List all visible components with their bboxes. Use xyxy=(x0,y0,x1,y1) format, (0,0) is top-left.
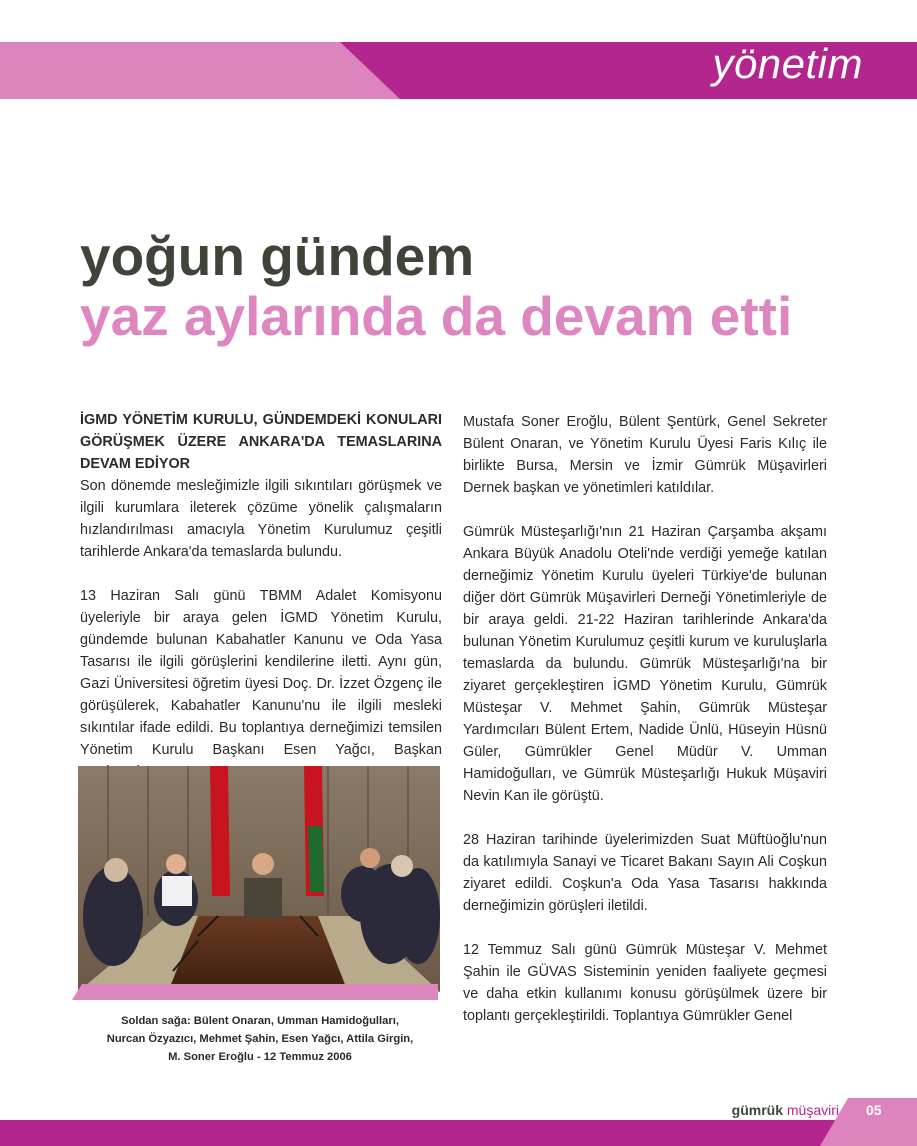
right-paragraph-2: Gümrük Müsteşarlığı'nın 21 Haziran Çarşamba akşamı Ankara Büyük Anadolu Oteli'nde verdiği yemeğe katılan derneğimiz Yönetim Kurulu üyeleri Türkiye'de bulunan diğer dört Gümrük Müşavirleri Derneği Yönetimleriyle de bir araya geldi. 21-22 Haziran tarihlerinde Ankara'da bulunan Yönetim Kurulumuz çeşitli kurum ve kuruluşlarla temaslarda da bulundu. Gümrük Müsteşarlığı'na bir ziyaret gerçekleştiren İGMD Yönetim Kurulu, Gümrük Müsteşar V. Mehmet Şahin, Gümrük Müsteşar Yardımcıları Bülent Ertem, Nadide Ünlü, Hüseyin Hüsnü Güler, Gümrükler Genel Müdür V. Umman Hamidoğulları, ve Gümrük Müsteşarlığı Hukuk Müşaviri Nevin Kan ile görüştü. xyxy=(463,524,827,804)
footer-band xyxy=(0,1120,917,1146)
paragraph-2: 13 Haziran Salı günü TBMM Adalet Komisyonu üyeleriyle bir araya gelen İGMD Yönetim Kurulu, gündemde bulunan Kabahatler Kanunu ve Oda Yasa Tasarısı ile ilgili görüşlerini kendilerine iletti. Aynı gün, Gazi Üniversitesi öğretim üyesi Doç. Dr. İzzet Özgenç ile görüşülerek, Kabahatler Kanunu'nu ile ilgili mesleki sıkıntılar ifade edildi. Bu toplantıya derneğimizi temsilen Yönetim Kurulu Başkanı Esen Yağcı, Başkan xyxy=(80,588,442,758)
photo-accent-stripe xyxy=(72,984,438,1000)
magazine-name xyxy=(732,1100,839,1120)
right-paragraph-1: Mustafa Soner Eroğlu, Bülent Şentürk, Genel Sekreter Bülent Onaran, ve Yönetim Kurulu Üyesi Faris Kılıç ile birlikte Bursa, Mersin ve İzmir Gümrük Müşavirleri Dernek başkan ve yönetimleri katıldılar. xyxy=(463,414,827,496)
caption-line: Nurcan Özyazıcı, Mehmet Şahin, Esen Yağcı, Attila Girgin, xyxy=(106,1033,414,1045)
flag-turkey-left xyxy=(210,766,230,896)
lead-heading-block xyxy=(80,409,442,475)
article-title-line2: yaz aylarında da devam etti xyxy=(80,285,793,347)
magazine-name-light: müşaviri xyxy=(786,1102,839,1118)
header-tab xyxy=(0,42,400,99)
lead-paragraph: Son dönemde mesleğimizle ilgili sıkıntıları görüşmek ve ilgili kurumlara ileterek çözüme yönelik çalışmaların hızlandırılması amacıyla Yönetim Kurulumuz çeşitli tarihlerde Ankara'da temaslarda bulundu. xyxy=(80,478,442,560)
meeting-photo xyxy=(78,766,440,992)
conference-table xyxy=(168,916,348,992)
page-number: 05 xyxy=(866,1102,882,1118)
caption-line: M. Soner Eroğlu - 12 Temmuz 2006 xyxy=(168,1051,352,1063)
magazine-name-bold: gümrük xyxy=(731,1102,783,1118)
left-column xyxy=(80,409,442,805)
section-label: yönetim xyxy=(712,40,863,87)
right-column xyxy=(463,411,827,1049)
right-paragraph-3: 28 Haziran tarihinde üyelerimizden Suat Müftüoğlu'nun da katılımıyla Sanayi ve Ticaret Bakanı Sayın Ali Coşkun ziyaret edildi. Coşkun'a Oda Yasa Tasarısı hakkında derneğimizin görüşleri iletildi. xyxy=(463,832,827,914)
caption-line: Soldan sağa: Bülent Onaran, Umman Hamidoğulları, xyxy=(121,1015,399,1027)
meeting-photo-illustration xyxy=(78,766,440,992)
photo-caption xyxy=(80,1012,440,1066)
article-title-line1: yoğun gündem xyxy=(80,225,475,287)
lead-heading: İGMD YÖNETİM KURULU, GÜNDEMDEKİ KONULARI GÖRÜŞMEK ÜZERE ANKARA'DA TEMASLARINA DEVAM EDİYOR xyxy=(80,412,442,472)
right-paragraph-4: 12 Temmuz Salı günü Gümrük Müsteşar V. Mehmet Şahin ile GÜVAS Sisteminin yeniden faaliyete geçmesi ve daha etkin kullanımı konusu görüşülmek üzere bir toplantı gerçekleştirildi. Toplantıya Gümrükler Genel xyxy=(463,942,827,1024)
